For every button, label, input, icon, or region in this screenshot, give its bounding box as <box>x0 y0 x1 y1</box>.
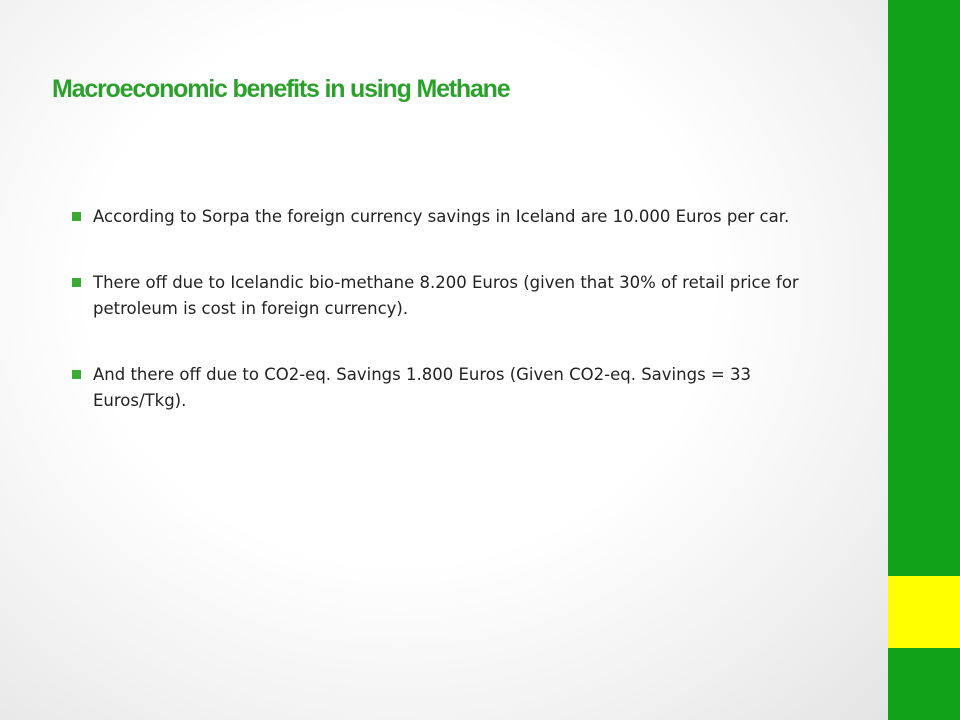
bullet-item <box>72 362 842 414</box>
square-bullet-icon <box>72 278 81 287</box>
bullet-text: And there off due to CO2-eq. Savings 1.800 Euros (Given CO2-eq. Savings = 33 Euros/Tkg). <box>93 365 751 410</box>
bullet-list <box>72 204 842 454</box>
side-bar-green-bottom <box>888 648 960 720</box>
bullet-text: There off due to Icelandic bio-methane 8.200 Euros (given that 30% of retail price for petroleum is cost in foreign currency). <box>93 273 799 318</box>
decorative-side-bar <box>888 0 960 720</box>
side-bar-green-top <box>888 0 960 576</box>
side-bar-yellow-band <box>888 576 960 648</box>
bullet-item <box>72 270 842 322</box>
slide-title: Macroeconomic benefits in using Methane <box>52 75 510 103</box>
bullet-item <box>72 204 842 230</box>
bullet-text: According to Sorpa the foreign currency savings in Iceland are 10.000 Euros per car. <box>93 207 790 226</box>
square-bullet-icon <box>72 212 81 221</box>
square-bullet-icon <box>72 370 81 379</box>
